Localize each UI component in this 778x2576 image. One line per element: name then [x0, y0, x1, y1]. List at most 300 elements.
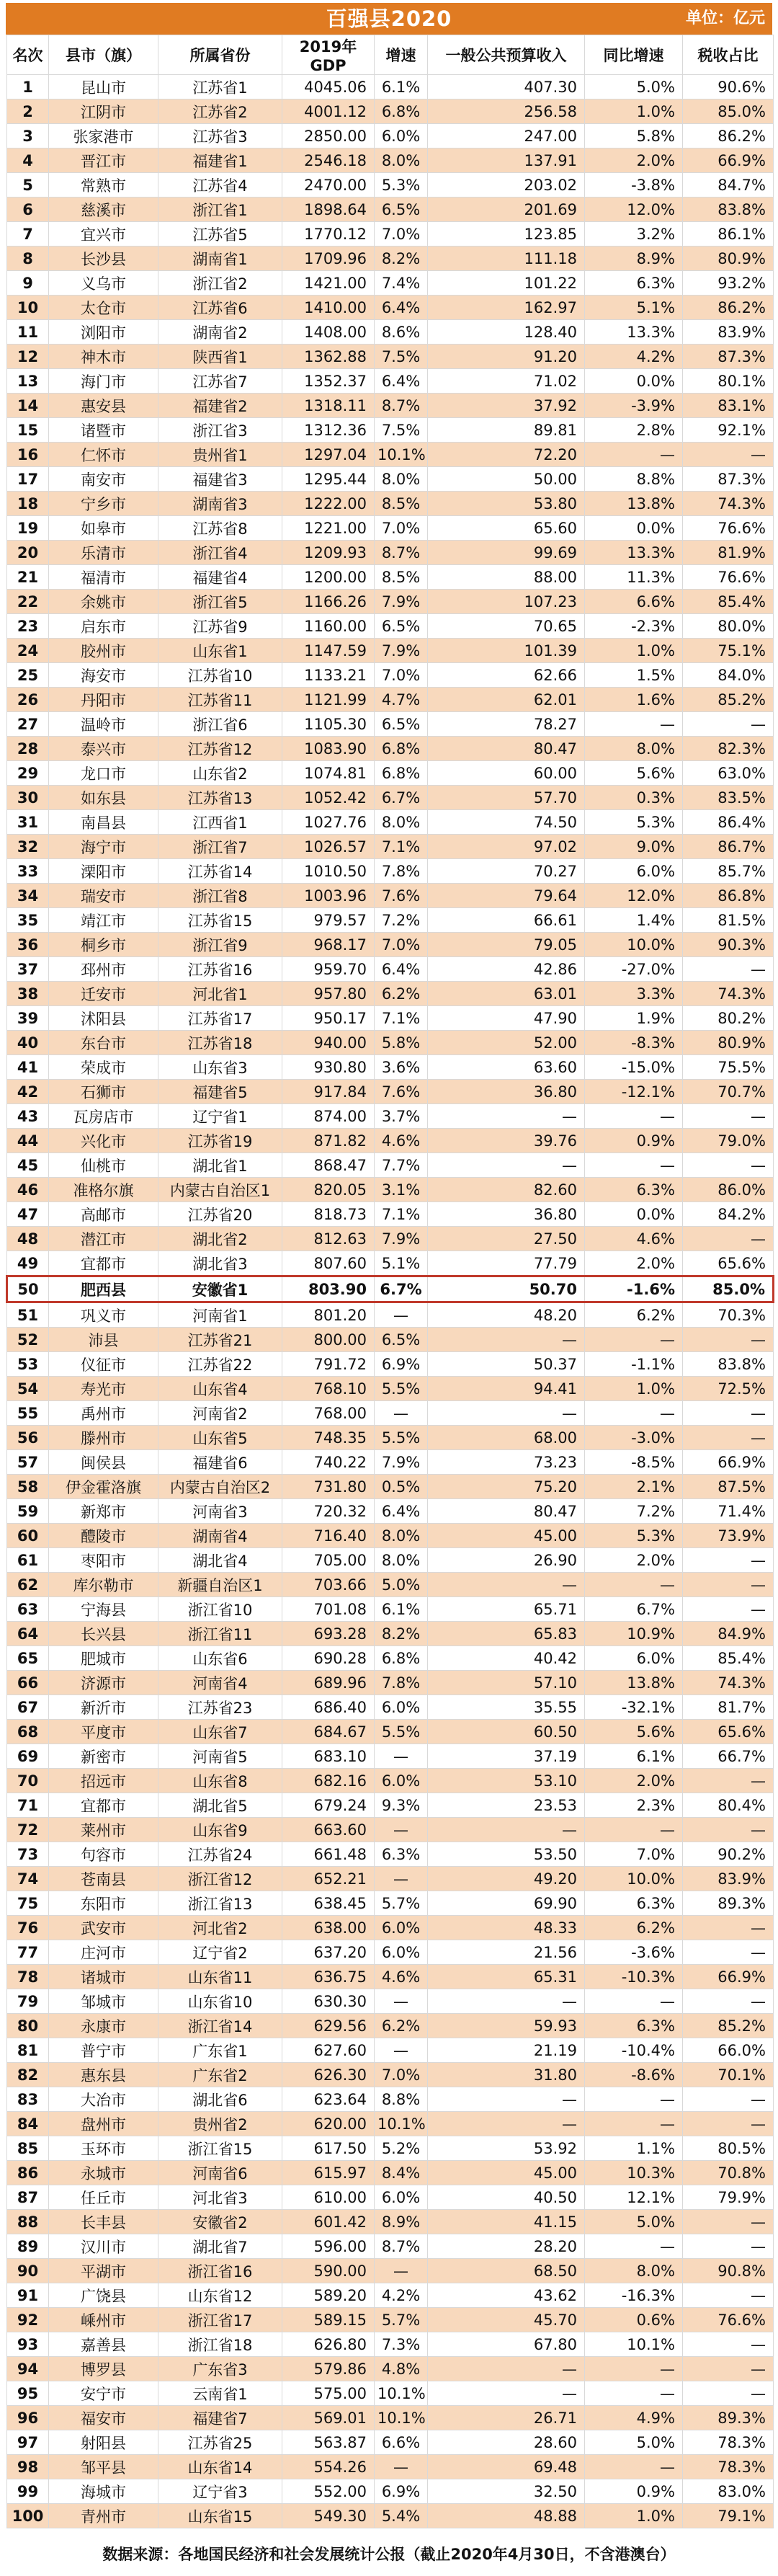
cell-province: 浙江省12 [158, 1867, 282, 1891]
cell-rank: 25 [7, 663, 49, 688]
cell-gdp: 940.00 [282, 1031, 375, 1055]
cell-gdp: 791.72 [282, 1352, 375, 1377]
cell-gdp: 684.67 [282, 1720, 375, 1744]
table-row [7, 2112, 774, 2136]
cell-province: 江苏省17 [158, 1006, 282, 1031]
cell-county: 晋江市 [49, 148, 158, 173]
table-row [7, 2063, 774, 2087]
cell-province: 山东省5 [158, 1426, 282, 1450]
cell-rank: 100 [7, 2504, 49, 2528]
cell-growth: 7.0% [375, 516, 428, 541]
cell-growth: 5.5% [375, 1377, 428, 1401]
cell-province: 浙江省15 [158, 2136, 282, 2161]
cell-tax-ratio: — [683, 1153, 774, 1178]
cell-rank: 27 [7, 712, 49, 737]
cell-gdp: 1166.26 [282, 590, 375, 614]
cell-growth: 6.1% [375, 75, 428, 99]
cell-yoy-growth: 2.0% [585, 1548, 683, 1573]
cell-province: 浙江省10 [158, 1597, 282, 1622]
cell-province: 山东省8 [158, 1769, 282, 1793]
table-title: 百强县2020 [326, 6, 452, 31]
cell-province: 湖南省2 [158, 320, 282, 345]
cell-gdp: 615.97 [282, 2161, 375, 2185]
cell-growth: 5.7% [375, 2308, 428, 2332]
cell-yoy-growth: 0.3% [585, 786, 683, 810]
cell-county: 广饶县 [49, 2283, 158, 2308]
cell-rank: 16 [7, 443, 49, 467]
cell-tax-ratio: 79.1% [683, 2504, 774, 2528]
cell-county: 盘州市 [49, 2112, 158, 2136]
cell-growth: 7.0% [375, 222, 428, 247]
cell-budget-revenue: 52.00 [428, 1031, 585, 1055]
cell-yoy-growth: 5.6% [585, 761, 683, 786]
cell-gdp: 768.00 [282, 1401, 375, 1426]
table-row [7, 1867, 774, 1891]
cell-rank: 71 [7, 1793, 49, 1818]
cell-rank: 68 [7, 1720, 49, 1744]
cell-yoy-growth: 5.3% [585, 810, 683, 835]
cell-province: 湖南省4 [158, 1524, 282, 1548]
cell-gdp: 874.00 [282, 1104, 375, 1129]
cell-tax-ratio: 74.3% [683, 982, 774, 1006]
cell-gdp: 1026.57 [282, 835, 375, 859]
cell-county: 闽侯县 [49, 1450, 158, 1475]
cell-yoy-growth: -3.9% [585, 394, 683, 418]
cell-growth: 6.9% [375, 2479, 428, 2504]
cell-province: 河南省5 [158, 1744, 282, 1769]
cell-province: 江苏省18 [158, 1031, 282, 1055]
cell-gdp: 638.00 [282, 1916, 375, 1940]
cell-growth: — [375, 1744, 428, 1769]
header-gdp: 2019年GDP [282, 35, 375, 75]
cell-budget-revenue: 57.10 [428, 1671, 585, 1695]
cell-yoy-growth: — [585, 1818, 683, 1842]
cell-budget-revenue: 48.33 [428, 1916, 585, 1940]
cell-gdp: 683.10 [282, 1744, 375, 1769]
cell-county: 武安市 [49, 1916, 158, 1940]
cell-budget-revenue: 69.48 [428, 2455, 585, 2479]
cell-county: 温岭市 [49, 712, 158, 737]
cell-yoy-growth: 4.9% [585, 2406, 683, 2430]
cell-gdp: 552.00 [282, 2479, 375, 2504]
cell-growth: 6.0% [375, 1769, 428, 1793]
cell-county: 宜兴市 [49, 222, 158, 247]
cell-gdp: 636.75 [282, 1965, 375, 1989]
cell-province: 福建省4 [158, 565, 282, 590]
cell-province: 浙江省14 [158, 2014, 282, 2038]
cell-growth: 7.5% [375, 345, 428, 369]
cell-gdp: 740.22 [282, 1450, 375, 1475]
cell-rank: 63 [7, 1597, 49, 1622]
cell-rank: 53 [7, 1352, 49, 1377]
cell-budget-revenue: 67.80 [428, 2332, 585, 2357]
cell-yoy-growth: — [585, 1328, 683, 1352]
cell-gdp: 701.08 [282, 1597, 375, 1622]
cell-rank: 75 [7, 1891, 49, 1916]
cell-tax-ratio: — [683, 1573, 774, 1597]
cell-rank: 30 [7, 786, 49, 810]
cell-rank: 66 [7, 1671, 49, 1695]
cell-yoy-growth: — [585, 2357, 683, 2381]
cell-tax-ratio: 65.6% [683, 1251, 774, 1276]
cell-yoy-growth: 10.3% [585, 2161, 683, 2185]
cell-budget-revenue: 47.90 [428, 1006, 585, 1031]
cell-tax-ratio: — [683, 1401, 774, 1426]
cell-budget-revenue: 74.50 [428, 810, 585, 835]
cell-tax-ratio: — [683, 2357, 774, 2381]
cell-tax-ratio: 82.3% [683, 737, 774, 761]
cell-rank: 20 [7, 541, 49, 565]
cell-county: 济源市 [49, 1671, 158, 1695]
cell-budget-revenue: 26.90 [428, 1548, 585, 1573]
cell-gdp: 1770.12 [282, 222, 375, 247]
cell-tax-ratio: 86.8% [683, 884, 774, 908]
cell-budget-revenue: 21.56 [428, 1940, 585, 1965]
cell-gdp: 689.96 [282, 1671, 375, 1695]
cell-growth: 7.2% [375, 908, 428, 933]
cell-budget-revenue: 201.69 [428, 197, 585, 222]
cell-rank: 6 [7, 197, 49, 222]
cell-gdp: 679.24 [282, 1793, 375, 1818]
cell-budget-revenue: — [428, 2112, 585, 2136]
cell-county: 南昌县 [49, 810, 158, 835]
table-row [7, 2234, 774, 2259]
cell-province: 浙江省11 [158, 1622, 282, 1646]
cell-rank: 80 [7, 2014, 49, 2038]
cell-tax-ratio: — [683, 1227, 774, 1251]
cell-tax-ratio: 71.4% [683, 1499, 774, 1524]
cell-rank: 50 [7, 1276, 49, 1302]
cell-budget-revenue: 48.20 [428, 1302, 585, 1328]
cell-gdp: 1898.64 [282, 197, 375, 222]
cell-rank: 95 [7, 2381, 49, 2406]
cell-gdp: 1200.00 [282, 565, 375, 590]
cell-growth: — [375, 1401, 428, 1426]
cell-tax-ratio: 85.0% [683, 99, 774, 124]
cell-rank: 14 [7, 394, 49, 418]
cell-gdp: 2850.00 [282, 124, 375, 148]
cell-budget-revenue: 78.27 [428, 712, 585, 737]
cell-province: 江苏省3 [158, 124, 282, 148]
cell-county: 泰兴市 [49, 737, 158, 761]
cell-gdp: 731.80 [282, 1475, 375, 1499]
cell-county: 张家港市 [49, 124, 158, 148]
cell-gdp: 682.16 [282, 1769, 375, 1793]
cell-budget-revenue: 107.23 [428, 590, 585, 614]
cell-budget-revenue: 23.53 [428, 1793, 585, 1818]
cell-county: 博罗县 [49, 2357, 158, 2381]
cell-rank: 72 [7, 1818, 49, 1842]
cell-county: 慈溪市 [49, 197, 158, 222]
cell-gdp: 1221.00 [282, 516, 375, 541]
table-row [7, 418, 774, 443]
cell-budget-revenue: 49.20 [428, 1867, 585, 1891]
cell-growth: 6.0% [375, 1940, 428, 1965]
cell-budget-revenue: 71.02 [428, 369, 585, 394]
cell-budget-revenue: 123.85 [428, 222, 585, 247]
cell-rank: 86 [7, 2161, 49, 2185]
cell-growth: 8.7% [375, 541, 428, 565]
cell-growth: 7.9% [375, 590, 428, 614]
table-row [7, 222, 774, 247]
cell-province: 湖南省1 [158, 247, 282, 271]
cell-budget-revenue: 28.60 [428, 2430, 585, 2455]
cell-growth: 5.4% [375, 2504, 428, 2528]
cell-yoy-growth: 6.3% [585, 1178, 683, 1202]
cell-tax-ratio: 80.9% [683, 1031, 774, 1055]
cell-tax-ratio: 76.6% [683, 516, 774, 541]
cell-tax-ratio: — [683, 1597, 774, 1622]
cell-growth: 7.6% [375, 1080, 428, 1104]
table-row [7, 2087, 774, 2112]
cell-province: 福建省5 [158, 1080, 282, 1104]
header-growth: 增速 [375, 35, 428, 75]
cell-gdp: 1297.04 [282, 443, 375, 467]
cell-growth: 6.4% [375, 296, 428, 320]
cell-gdp: 563.87 [282, 2430, 375, 2455]
cell-county: 新郑市 [49, 1499, 158, 1524]
cell-province: 浙江省18 [158, 2332, 282, 2357]
cell-yoy-growth: 2.0% [585, 1251, 683, 1276]
table-row [7, 394, 774, 418]
cell-province: 浙江省6 [158, 712, 282, 737]
cell-yoy-growth: -3.8% [585, 173, 683, 197]
cell-rank: 46 [7, 1178, 49, 1202]
cell-rank: 17 [7, 467, 49, 492]
cell-budget-revenue: 63.60 [428, 1055, 585, 1080]
cell-province: 江苏省7 [158, 369, 282, 394]
table-row [7, 2185, 774, 2210]
table-row [7, 1328, 774, 1352]
cell-tax-ratio: 70.3% [683, 1302, 774, 1328]
cell-yoy-growth: 5.0% [585, 2430, 683, 2455]
cell-budget-revenue: 45.00 [428, 2161, 585, 2185]
cell-county: 任丘市 [49, 2185, 158, 2210]
cell-budget-revenue: 94.41 [428, 1377, 585, 1401]
cell-gdp: 1295.44 [282, 467, 375, 492]
cell-tax-ratio: 90.3% [683, 933, 774, 957]
cell-county: 瓦房店市 [49, 1104, 158, 1129]
cell-gdp: 686.40 [282, 1695, 375, 1720]
cell-growth: 7.9% [375, 639, 428, 663]
cell-budget-revenue: 50.70 [428, 1276, 585, 1302]
cell-gdp: 1010.50 [282, 859, 375, 884]
cell-budget-revenue: 72.20 [428, 443, 585, 467]
cell-yoy-growth: 6.6% [585, 590, 683, 614]
header-tax-ratio: 税收占比 [683, 35, 774, 75]
cell-yoy-growth: 12.0% [585, 884, 683, 908]
cell-province: 浙江省8 [158, 884, 282, 908]
cell-budget-revenue: 31.80 [428, 2063, 585, 2087]
cell-budget-revenue: 28.20 [428, 2234, 585, 2259]
cell-yoy-growth: 6.3% [585, 2014, 683, 2038]
table-row [7, 75, 774, 99]
cell-yoy-growth: -32.1% [585, 1695, 683, 1720]
cell-province: 山东省7 [158, 1720, 282, 1744]
cell-province: 江苏省15 [158, 908, 282, 933]
cell-growth: 5.5% [375, 1426, 428, 1450]
cell-rank: 11 [7, 320, 49, 345]
cell-gdp: 590.00 [282, 2259, 375, 2283]
cell-county: 普宁市 [49, 2038, 158, 2063]
cell-budget-revenue: 88.00 [428, 565, 585, 590]
cell-province: 山东省11 [158, 1965, 282, 1989]
cell-budget-revenue: 37.19 [428, 1744, 585, 1769]
cell-county: 大冶市 [49, 2087, 158, 2112]
cell-gdp: 950.17 [282, 1006, 375, 1031]
cell-yoy-growth: — [585, 1989, 683, 2014]
cell-yoy-growth: -12.1% [585, 1080, 683, 1104]
cell-growth: — [375, 2455, 428, 2479]
cell-rank: 74 [7, 1867, 49, 1891]
cell-gdp: 575.00 [282, 2381, 375, 2406]
cell-county: 东阳市 [49, 1891, 158, 1916]
cell-yoy-growth: 3.3% [585, 982, 683, 1006]
table-row [7, 1524, 774, 1548]
cell-growth: 7.0% [375, 933, 428, 957]
table-row [7, 2406, 774, 2430]
cell-county: 仁怀市 [49, 443, 158, 467]
cell-tax-ratio: 78.3% [683, 2430, 774, 2455]
cell-tax-ratio: 79.0% [683, 1129, 774, 1153]
cell-gdp: 627.60 [282, 2038, 375, 2063]
cell-growth: 6.8% [375, 737, 428, 761]
header-row [7, 35, 774, 75]
cell-growth: 6.3% [375, 1842, 428, 1867]
cell-province: 江苏省24 [158, 1842, 282, 1867]
cell-rank: 52 [7, 1328, 49, 1352]
cell-budget-revenue: — [428, 1153, 585, 1178]
cell-tax-ratio: 85.4% [683, 1646, 774, 1671]
cell-province: 江苏省21 [158, 1328, 282, 1352]
cell-growth: 6.2% [375, 2014, 428, 2038]
cell-gdp: 803.90 [282, 1276, 375, 1302]
cell-growth: 3.7% [375, 1104, 428, 1129]
cell-province: 浙江省2 [158, 271, 282, 296]
table-row [7, 688, 774, 712]
cell-rank: 2 [7, 99, 49, 124]
cell-gdp: 601.42 [282, 2210, 375, 2234]
cell-tax-ratio: 79.9% [683, 2185, 774, 2210]
cell-province: 山东省3 [158, 1055, 282, 1080]
cell-province: 福建省6 [158, 1450, 282, 1475]
cell-growth: 8.8% [375, 2087, 428, 2112]
cell-province: 山东省6 [158, 1646, 282, 1671]
cell-rank: 15 [7, 418, 49, 443]
cell-gdp: 617.50 [282, 2136, 375, 2161]
cell-growth: — [375, 1818, 428, 1842]
cell-gdp: 1222.00 [282, 492, 375, 516]
cell-gdp: 589.20 [282, 2283, 375, 2308]
cell-province: 安徽省1 [158, 1276, 282, 1302]
cell-gdp: 959.70 [282, 957, 375, 982]
cell-growth: 6.0% [375, 2185, 428, 2210]
cell-province: 广东省1 [158, 2038, 282, 2063]
cell-tax-ratio: 87.5% [683, 1475, 774, 1499]
cell-budget-revenue: 99.69 [428, 541, 585, 565]
cell-budget-revenue: 247.00 [428, 124, 585, 148]
cell-gdp: 1133.21 [282, 663, 375, 688]
cell-budget-revenue: 53.92 [428, 2136, 585, 2161]
cell-budget-revenue: 21.19 [428, 2038, 585, 2063]
cell-yoy-growth: 7.2% [585, 1499, 683, 1524]
cell-tax-ratio: 93.2% [683, 271, 774, 296]
cell-county: 瑞安市 [49, 884, 158, 908]
cell-growth: 7.1% [375, 1006, 428, 1031]
cell-gdp: 1421.00 [282, 271, 375, 296]
cell-province: 河北省3 [158, 2185, 282, 2210]
cell-rank: 41 [7, 1055, 49, 1080]
ranking-table [6, 35, 774, 2528]
cell-yoy-growth: -10.4% [585, 2038, 683, 2063]
cell-tax-ratio: 63.0% [683, 761, 774, 786]
cell-county: 肥西县 [49, 1276, 158, 1302]
cell-county: 石狮市 [49, 1080, 158, 1104]
header-rank: 名次 [7, 35, 49, 75]
cell-budget-revenue: — [428, 1104, 585, 1129]
cell-yoy-growth: 10.9% [585, 1622, 683, 1646]
cell-tax-ratio: 92.1% [683, 418, 774, 443]
cell-yoy-growth: -8.6% [585, 2063, 683, 2087]
cell-gdp: 4001.12 [282, 99, 375, 124]
cell-province: 江苏省23 [158, 1695, 282, 1720]
cell-tax-ratio: — [683, 1328, 774, 1352]
cell-gdp: 968.17 [282, 933, 375, 957]
cell-county: 邳州市 [49, 957, 158, 982]
cell-budget-revenue: 27.50 [428, 1227, 585, 1251]
cell-yoy-growth: -27.0% [585, 957, 683, 982]
table-row [7, 1548, 774, 1573]
cell-rank: 13 [7, 369, 49, 394]
cell-county: 伊金霍洛旗 [49, 1475, 158, 1499]
cell-budget-revenue: 101.39 [428, 639, 585, 663]
cell-yoy-growth: 1.0% [585, 2504, 683, 2528]
cell-province: 山东省9 [158, 1818, 282, 1842]
cell-tax-ratio: 86.2% [683, 296, 774, 320]
cell-rank: 5 [7, 173, 49, 197]
cell-province: 河北省1 [158, 982, 282, 1006]
cell-tax-ratio: 70.7% [683, 1080, 774, 1104]
cell-tax-ratio: — [683, 2234, 774, 2259]
cell-yoy-growth: -1.1% [585, 1352, 683, 1377]
cell-province: 河南省3 [158, 1499, 282, 1524]
cell-yoy-growth: 7.0% [585, 1842, 683, 1867]
cell-gdp: 1312.36 [282, 418, 375, 443]
cell-gdp: 1410.00 [282, 296, 375, 320]
cell-gdp: 1083.90 [282, 737, 375, 761]
table-row [7, 933, 774, 957]
cell-gdp: 957.80 [282, 982, 375, 1006]
cell-province: 江苏省5 [158, 222, 282, 247]
cell-tax-ratio: — [683, 2087, 774, 2112]
cell-gdp: 629.56 [282, 2014, 375, 2038]
cell-county: 肥城市 [49, 1646, 158, 1671]
cell-tax-ratio: 73.9% [683, 1524, 774, 1548]
cell-tax-ratio: 80.4% [683, 1793, 774, 1818]
cell-rank: 98 [7, 2455, 49, 2479]
table-row [7, 1793, 774, 1818]
cell-rank: 35 [7, 908, 49, 933]
cell-county: 玉环市 [49, 2136, 158, 2161]
cell-tax-ratio: 84.0% [683, 663, 774, 688]
cell-tax-ratio: 87.3% [683, 467, 774, 492]
cell-rank: 60 [7, 1524, 49, 1548]
cell-county: 海城市 [49, 2479, 158, 2504]
table-row [7, 712, 774, 737]
cell-tax-ratio: — [683, 2381, 774, 2406]
cell-yoy-growth: 1.9% [585, 1006, 683, 1031]
cell-budget-revenue: 65.83 [428, 1622, 585, 1646]
